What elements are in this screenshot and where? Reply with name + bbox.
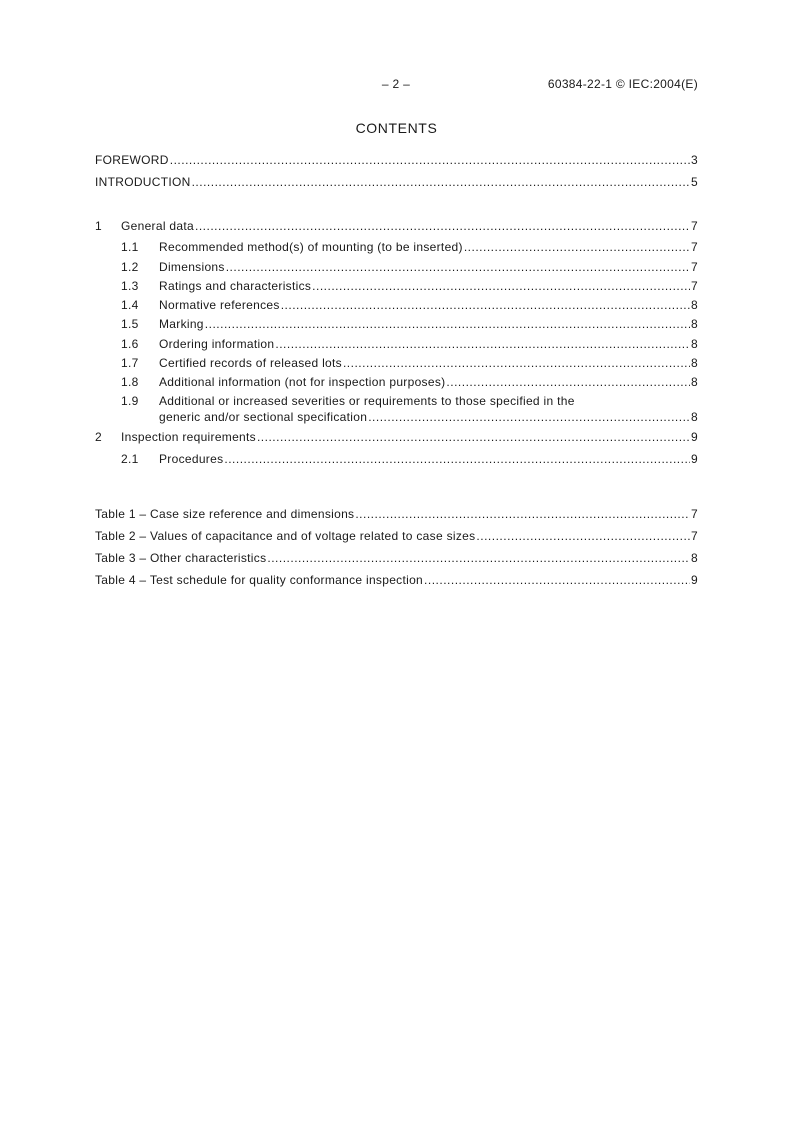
toc-entry-2-1[interactable] — [95, 451, 698, 467]
dot-leader — [267, 550, 690, 566]
toc-entry-number: 2 — [95, 430, 102, 444]
toc-entry-number: 1.2 — [121, 260, 139, 274]
toc-entry-label: Inspection requirements — [121, 430, 256, 444]
toc-entry-label: Table 3 – Other characteristics — [95, 551, 267, 565]
toc-entry-label: Ordering information — [159, 337, 275, 351]
dot-leader — [275, 336, 690, 352]
toc-entry-page: 8 — [691, 375, 698, 389]
toc-entry-1-4[interactable] — [95, 297, 698, 313]
toc-entry-label: Procedures — [159, 452, 224, 466]
toc-entry-table-3[interactable] — [95, 550, 698, 566]
toc-entry-page: 7 — [691, 240, 698, 254]
toc-entry-page: 9 — [691, 573, 698, 587]
toc-entry-label: Marking — [159, 317, 204, 331]
toc-entry-label: Recommended method(s) of mounting (to be inserted) — [159, 240, 463, 254]
toc-entry-1-5[interactable] — [95, 316, 698, 332]
toc-entry-page: 7 — [691, 279, 698, 293]
toc-entry-table-4[interactable] — [95, 572, 698, 588]
toc-entry-number: 1.3 — [121, 279, 139, 293]
toc-entry-page: 7 — [691, 260, 698, 274]
toc-entry-page: 7 — [691, 507, 698, 521]
toc-entry-number: 1.6 — [121, 337, 139, 351]
dot-leader — [257, 429, 690, 445]
toc-entry-number: 1.9 — [121, 394, 139, 408]
toc-entry-number: 1.1 — [121, 240, 139, 254]
dot-leader — [224, 451, 690, 467]
toc-entry-number: 1.7 — [121, 356, 139, 370]
dot-leader — [312, 278, 690, 294]
toc-entry-page: 8 — [691, 317, 698, 331]
toc-entry-page: 9 — [691, 430, 698, 444]
toc-entry-label: Normative references — [159, 298, 280, 312]
toc-entry-label-line2: generic and/or sectional specification — [159, 410, 368, 424]
toc-entry-section-2[interactable] — [95, 429, 698, 445]
toc-entry-page: 9 — [691, 452, 698, 466]
toc-entry-1-1[interactable] — [95, 239, 698, 255]
toc-entry-label: General data — [121, 219, 194, 233]
page-title: CONTENTS — [355, 120, 438, 136]
toc-entry-number: 1.8 — [121, 375, 139, 389]
dot-leader — [192, 174, 690, 190]
toc-entry-label: Additional information (not for inspection purposes) — [159, 375, 446, 389]
toc-entry-label: Table 4 – Test schedule for quality conformance inspection — [95, 573, 424, 587]
dot-leader — [464, 239, 690, 255]
document-reference: 60384-22-1 © IEC:2004(E) — [547, 77, 698, 91]
toc-entry-foreword[interactable] — [95, 152, 698, 168]
toc-entry-table-2[interactable] — [95, 528, 698, 544]
toc-entry-1-2[interactable] — [95, 259, 698, 275]
toc-entry-page: 5 — [691, 175, 698, 189]
toc-entry-page: 8 — [691, 356, 698, 370]
toc-entry-1-9[interactable] — [95, 393, 698, 409]
toc-entry-table-1[interactable] — [95, 506, 698, 522]
toc-entry-page: 3 — [691, 153, 698, 167]
dot-leader — [205, 316, 690, 332]
toc-entry-1-6[interactable] — [95, 336, 698, 352]
toc-entry-number: 1 — [95, 219, 102, 233]
toc-entry-number: 1.5 — [121, 317, 139, 331]
toc-entry-1-3[interactable] — [95, 278, 698, 294]
dot-leader — [170, 152, 690, 168]
toc-entry-1-7[interactable] — [95, 355, 698, 371]
dot-leader — [446, 374, 690, 390]
toc-entry-number: 2.1 — [121, 452, 139, 466]
dot-leader — [355, 506, 690, 522]
toc-entry-label: Table 1 – Case size reference and dimensions — [95, 507, 355, 521]
toc-entry-page: 7 — [691, 529, 698, 543]
toc-entry-1-9-continued[interactable] — [95, 409, 698, 425]
toc-entry-label: Table 2 – Values of capacitance and of voltage related to case sizes — [95, 529, 476, 543]
toc-entry-label: Ratings and characteristics — [159, 279, 312, 293]
page-number: – 2 – — [381, 77, 411, 91]
dot-leader — [226, 259, 690, 275]
toc-entry-introduction[interactable] — [95, 174, 698, 190]
toc-entry-label: Dimensions — [159, 260, 225, 274]
toc-entry-page: 7 — [691, 219, 698, 233]
toc-entry-page: 8 — [691, 337, 698, 351]
dot-leader — [424, 572, 690, 588]
toc-entry-label: INTRODUCTION — [95, 175, 191, 189]
toc-entry-1-8[interactable] — [95, 374, 698, 390]
toc-entry-number: 1.4 — [121, 298, 139, 312]
toc-entry-page: 8 — [691, 551, 698, 565]
toc-entry-section-1[interactable] — [95, 218, 698, 234]
dot-leader — [476, 528, 690, 544]
dot-leader — [343, 355, 690, 371]
toc-entry-label: FOREWORD — [95, 153, 169, 167]
toc-entry-page: 8 — [691, 298, 698, 312]
dot-leader — [281, 297, 690, 313]
toc-entry-label: Certified records of released lots — [159, 356, 342, 370]
dot-leader — [195, 218, 690, 234]
page-header — [0, 77, 793, 93]
toc-entry-page: 8 — [691, 410, 698, 424]
dot-leader — [368, 409, 690, 425]
toc-entry-label-line1: Additional or increased severities or requirements to those specified in the — [159, 394, 575, 408]
